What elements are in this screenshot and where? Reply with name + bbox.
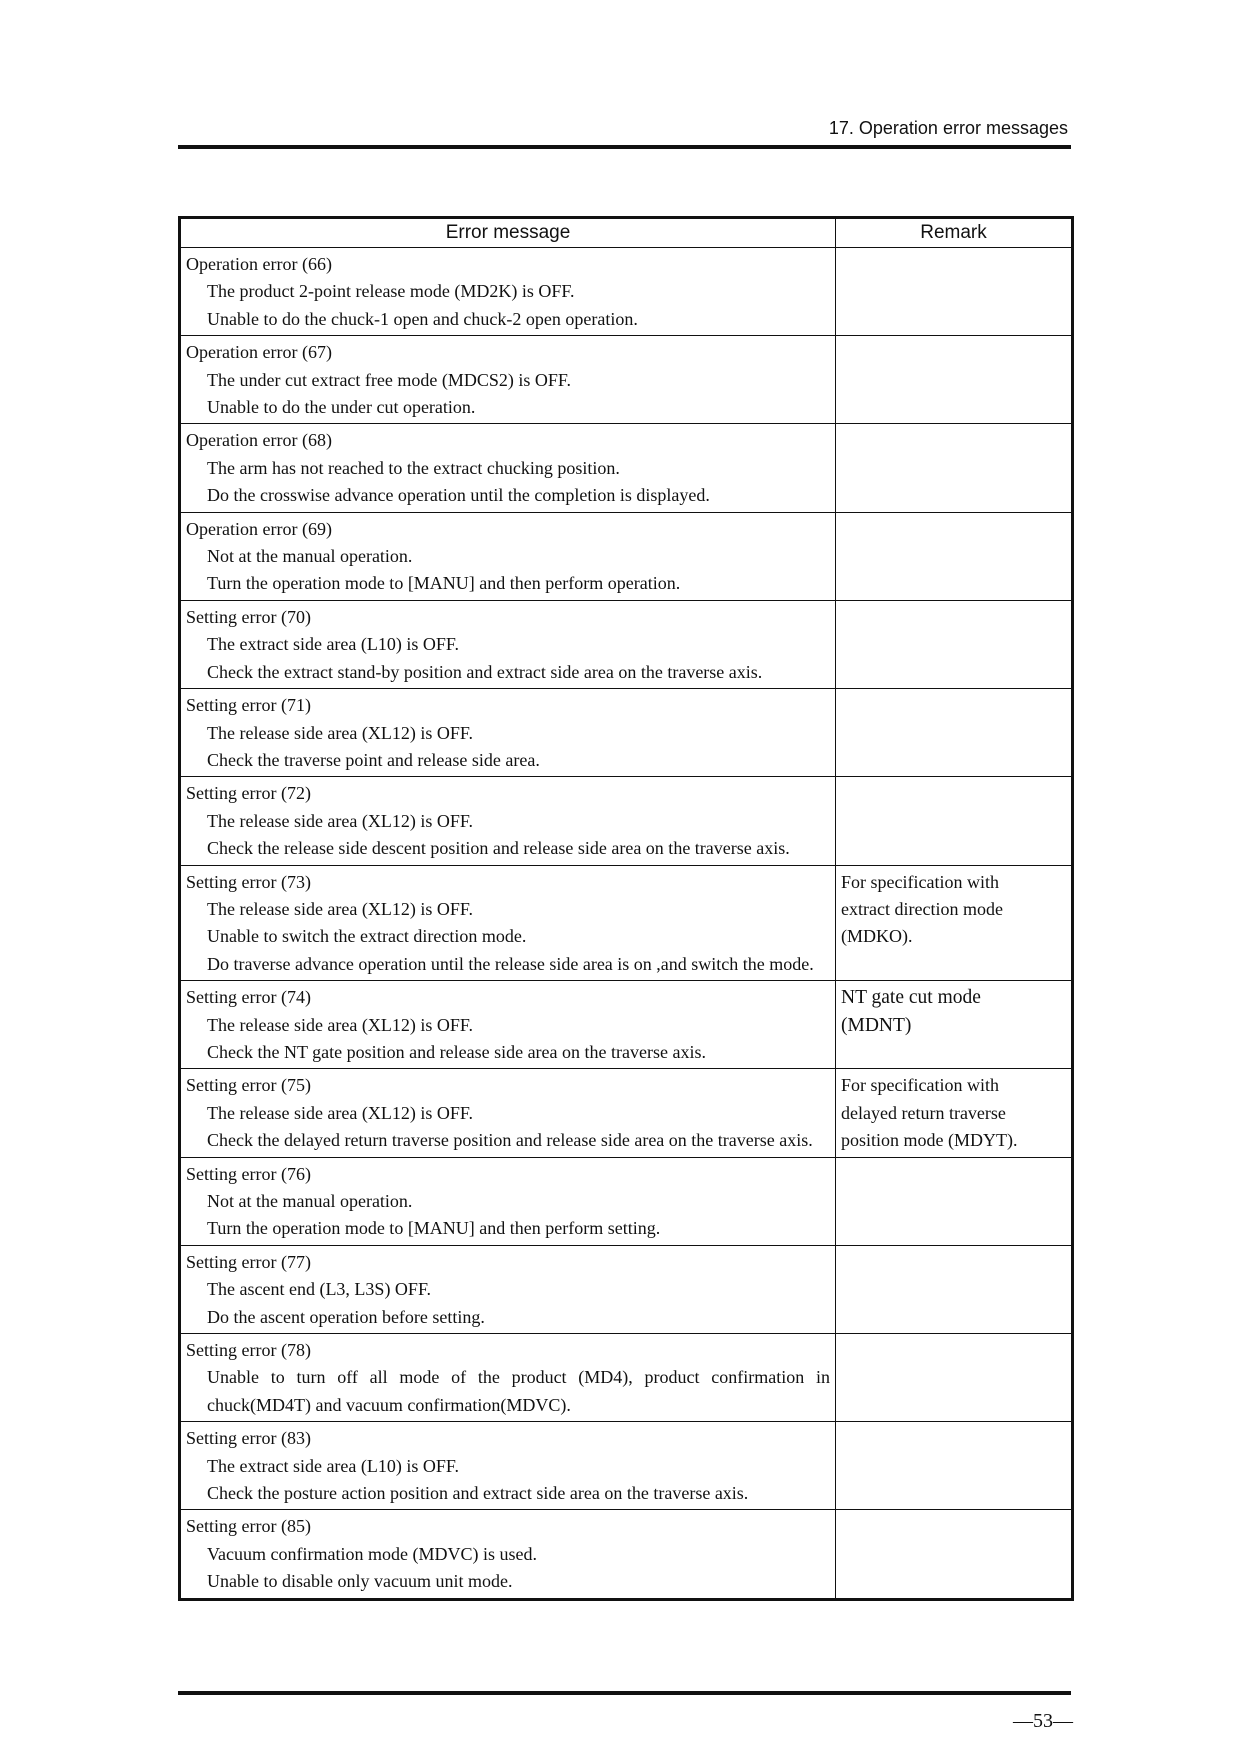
remark-cell [836,777,1073,865]
error-detail-line: Unable to switch the extract direction mode. [207,926,527,947]
error-detail-line: Do the crosswise advance operation until the completion is displayed. [207,485,710,506]
error-detail-line: Check the extract stand-by position and extract side area on the traverse axis. [207,661,763,682]
error-title: Setting error (73) [186,871,311,892]
remark-cell [836,1245,1073,1333]
error-detail-line: Check the posture action position and extract side area on the traverse axis. [207,1483,749,1504]
error-detail-line: Unable to disable only vacuum unit mode. [207,1571,513,1592]
error-message-cell [180,689,836,777]
error-message-cell [180,1157,836,1245]
table-row [180,336,1073,424]
error-table-container [178,216,1071,1601]
error-title: Setting error (71) [186,695,311,716]
error-title: Setting error (77) [186,1251,311,1272]
error-message-cell [180,777,836,865]
table-row [180,1069,1073,1157]
table-row [180,600,1073,688]
error-title: Setting error (74) [186,987,311,1008]
error-detail-line: Not at the manual operation. [207,546,413,567]
remark-cell [836,424,1073,512]
error-detail-line: The arm has not reached to the extract chucking position. [207,457,620,478]
error-detail-line: Check the delayed return traverse position and release side area on the traverse axis. [207,1130,813,1151]
table-row [180,689,1073,777]
table-row [180,865,1073,981]
error-detail-line: Do the ascent operation before setting. [207,1306,485,1327]
error-title: Setting error (78) [186,1340,311,1361]
table-row [180,1510,1073,1599]
error-detail-line: The release side area (XL12) is OFF. [207,898,473,919]
remark-cell [836,600,1073,688]
error-detail-line: Not at the manual operation. [207,1191,413,1211]
table-row [180,1157,1073,1245]
remark-cell [836,1157,1073,1245]
column-header-error-message: Error message [180,218,836,248]
error-message-cell [180,248,836,336]
table-row [180,1422,1073,1510]
error-title: Operation error (68) [186,430,332,451]
remark-cell [836,512,1073,600]
error-detail-line: Unable to do the under cut operation. [207,397,476,418]
error-detail-line: The extract side area (L10) is OFF. [207,1455,459,1476]
remark-line: position mode (MDYT). [841,1130,1018,1151]
column-header-remark: Remark [836,218,1073,248]
error-message-cell [180,336,836,424]
error-message-cell [180,1245,836,1333]
table-row [180,981,1073,1069]
page-header-title: 17. Operation error messages [828,118,1068,138]
remark-cell [836,1334,1073,1422]
error-detail-line: Turn the operation mode to [MANU] and then perform operation. [207,573,681,594]
error-title: Operation error (69) [186,518,332,539]
error-detail-line: The product 2-point release mode (MD2K) is OFF. [207,281,575,302]
remark-cell [836,1422,1073,1510]
remark-line: For specification with [841,1075,999,1096]
error-detail-line: Unable to do the chuck-1 open and chuck-2 open operation. [207,308,638,329]
error-detail-line: Check the NT gate position and release side area on the traverse axis. [207,1041,706,1062]
error-detail-line: The release side area (XL12) is OFF. [207,1014,473,1035]
error-title: Setting error (85) [186,1516,311,1537]
remark-line: delayed return traverse [841,1102,1006,1123]
error-message-cell [180,512,836,600]
error-detail-line: The release side area (XL12) is OFF. [207,1102,473,1123]
error-message-cell [180,981,836,1069]
error-title: Setting error (72) [186,783,311,804]
error-title: Setting error (75) [186,1075,311,1096]
table-row [180,777,1073,865]
remark-line: For specification with [841,871,999,892]
error-title: Setting error (76) [186,1163,311,1184]
remark-cell [836,336,1073,424]
error-detail-line: The extract side area (L10) is OFF. [207,634,459,655]
table-header-row [180,218,1073,248]
table-row [180,424,1073,512]
error-title: Setting error (83) [186,1428,311,1449]
table-row [180,248,1073,336]
table-row [180,1334,1073,1422]
table-row [180,512,1073,600]
footer-rule [178,1691,1071,1695]
error-detail-line: The ascent end (L3, L3S) OFF. [207,1279,432,1300]
error-detail-line: Check the traverse point and release side area. [207,749,540,770]
error-message-cell [180,1334,836,1422]
error-message-cell [180,865,836,981]
page-number: —53— [1013,1710,1073,1732]
remark-line: (MDKO). [841,926,913,947]
error-detail-line: The under cut extract free mode (MDCS2) is OFF. [207,369,571,390]
remark-cell [836,1510,1073,1599]
error-title: Setting error (70) [186,606,311,627]
header-rule [178,145,1071,149]
error-detail-line: The release side area (XL12) is OFF. [207,810,473,831]
error-title: Operation error (67) [186,342,332,363]
error-detail-line: Turn the operation mode to [MANU] and then perform setting. [207,1218,661,1239]
error-detail-line: The release side area (XL12) is OFF. [207,722,473,743]
error-detail-line: Unable to turn off all mode of the product (MD4), product confirmation in chuck(MD4T) and vacuum confirmation(MDVC). [207,1367,830,1415]
remark-line: (MDNT) [841,1014,912,1036]
remark-cell [836,981,1073,1069]
table-row [180,1245,1073,1333]
error-detail-line: Vacuum confirmation mode (MDVC) is used. [207,1543,537,1564]
error-message-cell [180,1422,836,1510]
error-detail-line: Do traverse advance operation until the release side area is on ,and switch the mode. [207,953,814,974]
remark-cell [836,689,1073,777]
error-message-cell [180,1510,836,1599]
remark-cell [836,248,1073,336]
remark-cell [836,1069,1073,1157]
table-body [180,248,1073,1600]
remark-line: extract direction mode [841,898,1003,919]
error-message-cell [180,424,836,512]
error-detail-line: Check the release side descent position and release side area on the traverse axis. [207,838,790,859]
error-message-cell [180,1069,836,1157]
remark-line: NT gate cut mode [841,987,981,1009]
error-message-cell [180,600,836,688]
error-messages-table [178,216,1074,1601]
error-title: Operation error (66) [186,254,332,274]
remark-cell [836,865,1073,981]
